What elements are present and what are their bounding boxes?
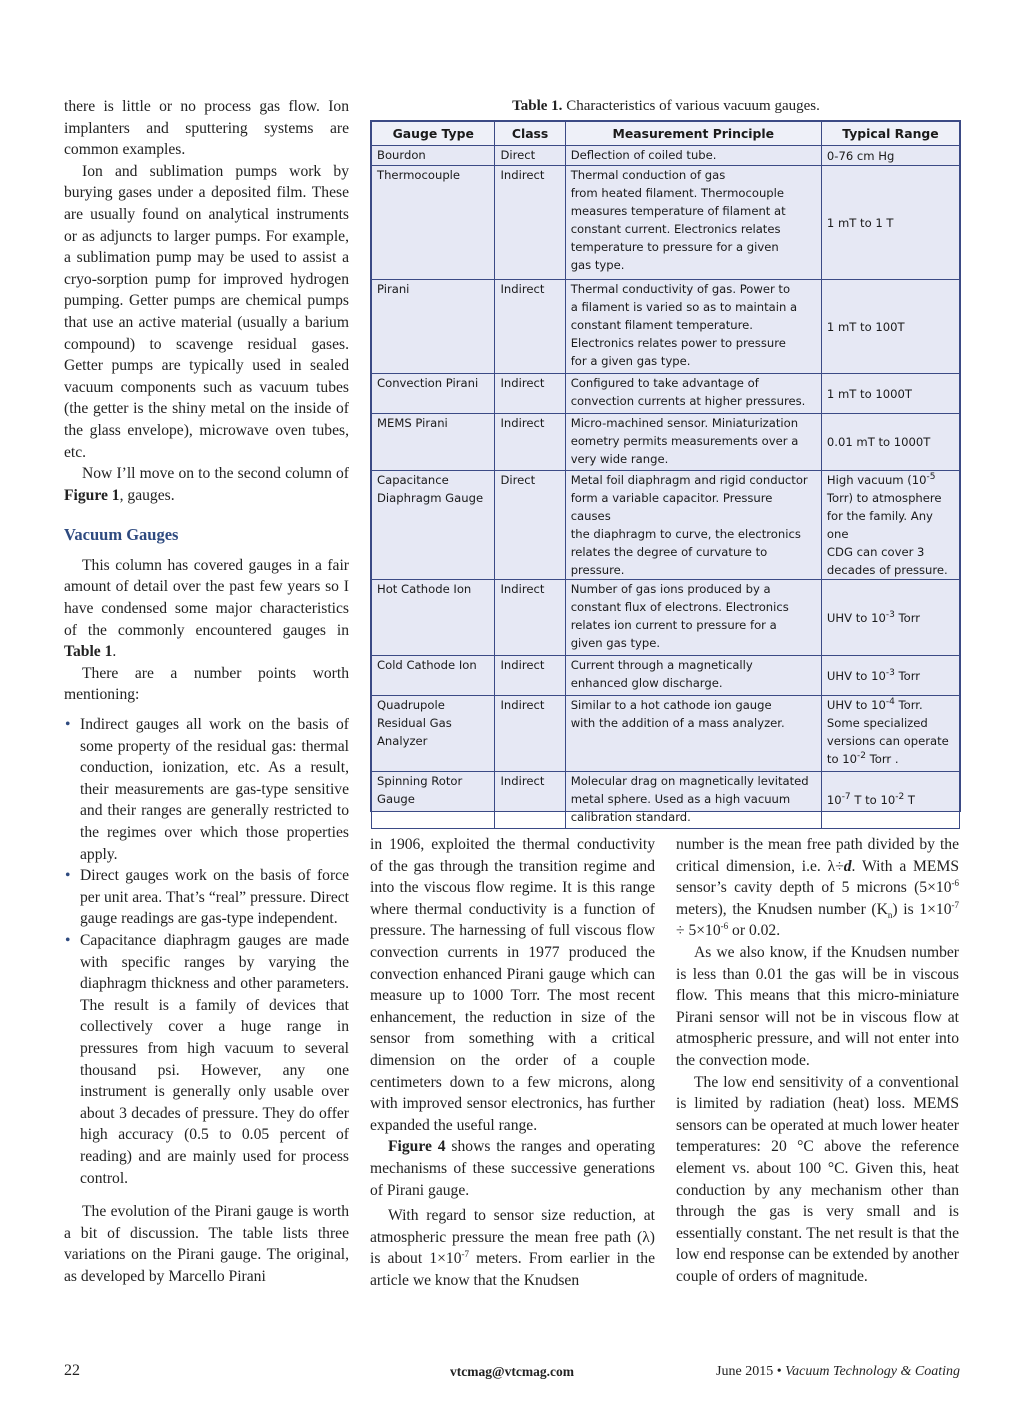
- issue-info: June 2015 • Vacuum Technology & Coating: [716, 1364, 960, 1379]
- text-column-2: [370, 834, 655, 1291]
- table-row: [372, 772, 960, 829]
- class-cell: Indirect: [495, 580, 565, 656]
- class-cell: Indirect: [495, 414, 565, 471]
- gauge-type-cell: Quadrupole Residual Gas Analyzer: [372, 696, 495, 772]
- range-cell: $10^{-7}$ T to $10^{-2}$ T: [821, 772, 959, 829]
- column-header: Typical Range: [821, 122, 959, 146]
- table-caption: Table 1. Characteristics of various vacuum gauges.: [512, 98, 820, 114]
- principle-cell: Molecular drag on magnetically levitated metal sphere. Used as a high vacuum calibration standard.: [565, 772, 821, 829]
- principle-cell: Configured to take advantage of convection currents at higher pressures.: [565, 374, 821, 414]
- gauge-type-cell: Pirani: [372, 280, 495, 374]
- table-row: [372, 656, 960, 696]
- paragraph: in 1906, exploited the thermal conductivity of the gas through the transition regime and into the viscous flow regime. It is this range where thermal conductivity is a function of pressure. The harnessing of full viscous flow convection currents in 1977 produced the convection enhanced Pirani gauge which can measure up to 1000 Torr. The most recent enhancement, the reduction in size of the sensor from something with a critical dimension on the order of a couple centimeters down to a few microns, along with improved sensor electronics, has further expanded the useful range.: [370, 836, 655, 1134]
- magazine-name: Vacuum Technology & Coating: [785, 1364, 960, 1379]
- table-row: [372, 374, 960, 414]
- class-cell: Direct: [495, 146, 565, 166]
- column-header: Measurement Principle: [565, 122, 821, 146]
- table-row: [372, 280, 960, 374]
- figure-reference: Figure 4: [388, 1138, 446, 1156]
- class-cell: Indirect: [495, 374, 565, 414]
- gauge-type-cell: Bourdon: [372, 146, 495, 166]
- gauge-type-cell: Cold Cathode Ion: [372, 656, 495, 696]
- page-footer: [64, 1362, 960, 1382]
- gauge-type-cell: MEMS Pirani: [372, 414, 495, 471]
- range-cell: UHV to $10^{-3}$ Torr: [821, 656, 959, 696]
- table-row: [372, 471, 960, 580]
- principle-cell: Metal foil diaphragm and rigid conductor form a variable capacitor. Pressure causes the diaphragm to curve, the electronics relates the degree of curvature to pressure.: [565, 471, 821, 580]
- list-item: • Indirect gauges all work on the basis of some property of the residual gas: thermal conduction, ionization, etc. As a result, their measurements are gas-type sensitive and their ranges are generally restricted to the regimes over which those properties apply.: [64, 714, 349, 865]
- gauge-type-cell: Spinning Rotor Gauge: [372, 772, 495, 829]
- bullet-list: [64, 714, 349, 1189]
- class-cell: Indirect: [495, 772, 565, 829]
- column-header: Class: [495, 122, 565, 146]
- paragraph: Figure 4 shows the ranges and operating mechanisms of these successive generations of Pirani gauge.: [370, 1138, 655, 1199]
- paragraph: The low end sensitivity of a conventional is limited by radiation (heat) loss. MEMS sensors can be operated at much lower heater temperatures: 20 °C above the reference element vs. about 100 °C. Given this, heat conduction by any mechanism other than through the gas is very small and is essentially constant. The net result is that the low end response can be extended by another couple of orders of magnitude.: [676, 1073, 959, 1285]
- principle-cell: Thermal conductivity of gas. Power to a filament is varied so as to maintain a constant filament temperature. Electronics relates power to pressure for a given gas type.: [565, 280, 821, 374]
- paragraph: There are a number points worth mentioning:: [64, 664, 349, 704]
- table-row: [372, 580, 960, 656]
- table-reference: Table 1: [64, 643, 113, 661]
- principle-cell: Deflection of coiled tube.: [565, 146, 821, 166]
- gauge-type-cell: Hot Cathode Ion: [372, 580, 495, 656]
- table-header-row: [372, 122, 960, 146]
- principle-cell: Similar to a hot cathode ion gauge with the addition of a mass analyzer.: [565, 696, 821, 772]
- contact-email: vtcmag@vtcmag.com: [450, 1364, 574, 1379]
- table-row: [372, 166, 960, 280]
- range-cell: 1 mT to 1000T: [821, 374, 959, 414]
- list-item: • Capacitance diaphragm gauges are made with specific ranges by varying the diaphragm thickness and other parameters. The result is a family of devices that collectively cover a huge range in pressures from high vacuum to several thousand psi. However, any one instrument is generally only usable over about 3 decades of pressure. They do offer high accuracy (0.5 to 0.05 percent of reading) and are mainly used for process control.: [64, 930, 349, 1189]
- paragraph: Now I’ll move on to the second column of Figure 1, gauges.: [64, 465, 349, 504]
- column-header: Gauge Type: [372, 122, 495, 146]
- principle-cell: Number of gas ions produced by a constant flux of electrons. Electronics relates ion current to pressure for a given gas type.: [565, 580, 821, 656]
- range-cell: 0.01 mT to 1000T: [821, 414, 959, 471]
- paragraph: This column has covered gauges in a fair amount of detail over the past few years so I have condensed some major characteristics of the commonly encountered gauges in Table 1.: [64, 556, 349, 661]
- class-cell: Indirect: [495, 280, 565, 374]
- paragraph: number is the mean free path divided by the critical dimension, i.e. λ÷d. With a MEMS sensor’s cavity depth of 5 microns ($5\times 10^{-6}$ meters), the Knudsen number $(K_n)$ is $1\times 10^{-7} \div 5\times 10^{-6}$ or 0.02.: [676, 836, 959, 940]
- table-row: [372, 696, 960, 772]
- range-cell: UHV to $10^{-3}$ Torr: [821, 580, 959, 656]
- figure-reference: Figure 1: [64, 486, 120, 504]
- range-cell: 1 mT to 1 T: [821, 166, 959, 280]
- gauge-type-cell: Thermocouple: [372, 166, 495, 280]
- text-column-3: [676, 834, 959, 1287]
- gauge-type-cell: Convection Pirani: [372, 374, 495, 414]
- section-heading: Vacuum Gauges: [64, 525, 179, 545]
- gauge-table-panel: [370, 120, 961, 824]
- class-cell: Indirect: [495, 166, 565, 280]
- text-column-1: [64, 96, 349, 1287]
- range-cell: High vacuum ($10^{-5}$ Torr) to atmosphere for the family. Any one CDG can cover 3 decades of pressure.: [821, 471, 959, 580]
- list-item: • Direct gauges work on the basis of force per unit area. That’s “real” pressure. Direct gauge readings are gas-type independent.: [64, 865, 349, 930]
- class-cell: Indirect: [495, 696, 565, 772]
- gauge-table: [371, 121, 960, 829]
- class-cell: Indirect: [495, 656, 565, 696]
- page-number: 22: [64, 1362, 80, 1379]
- paragraph: As we also know, if the Knudsen number is less than 0.01 the gas will be in viscous flow. This means that this micro-miniature Pirani sensor will not be in viscous flow at atmospheric pressure, and will not enter into the convection mode.: [676, 943, 959, 1069]
- principle-cell: Micro-machined sensor. Miniaturization eometry permits measurements over a very wide range.: [565, 414, 821, 471]
- paragraph: The evolution of the Pirani gauge is worth a bit of discussion. The table lists three variations on the Pirani gauge. The original, as developed by Marcello Pirani: [64, 1203, 349, 1285]
- paragraph: there is little or no process gas flow. Ion implanters and sputtering systems are common examples.: [64, 98, 349, 159]
- table-row: [372, 414, 960, 471]
- principle-cell: Current through a magnetically enhanced glow discharge.: [565, 656, 821, 696]
- gauge-type-cell: Capacitance Diaphragm Gauge: [372, 471, 495, 580]
- principle-cell: Thermal conduction of gas from heated filament. Thermocouple measures temperature of filament at constant current. Electronics relates temperature to pressure for a given gas type.: [565, 166, 821, 280]
- range-cell: 0-76 cm Hg: [821, 146, 959, 166]
- paragraph: Ion and sublimation pumps work by burying gases under a deposited film. These are usually found on analytical instruments or as adjuncts to larger pumps. For example, a sublimation pump may be used to assist a cryo-sorption pump for improved hydrogen pumping. Getter pumps are chemical pumps that use an active material (usually a barium compound) to scavenge residual gases. Getter pumps are typically used in sealed vacuum components such as vacuum tubes (the getter is the shiny metal on the inside of the glass envelope), microwave oven tubes, etc.: [64, 162, 349, 461]
- paragraph: With regard to sensor size reduction, at atmospheric pressure the mean free path (λ) is about $1\times 10^{-7}$ meters. From earlier in the article we know that the Knudsen: [370, 1207, 656, 1289]
- table-row: [372, 146, 960, 166]
- class-cell: Direct: [495, 471, 565, 580]
- range-cell: UHV to $10^{-4}$ Torr. Some specialized versions can operate to $10^{-2}$ Torr .: [821, 696, 959, 772]
- range-cell: 1 mT to 100T: [821, 280, 959, 374]
